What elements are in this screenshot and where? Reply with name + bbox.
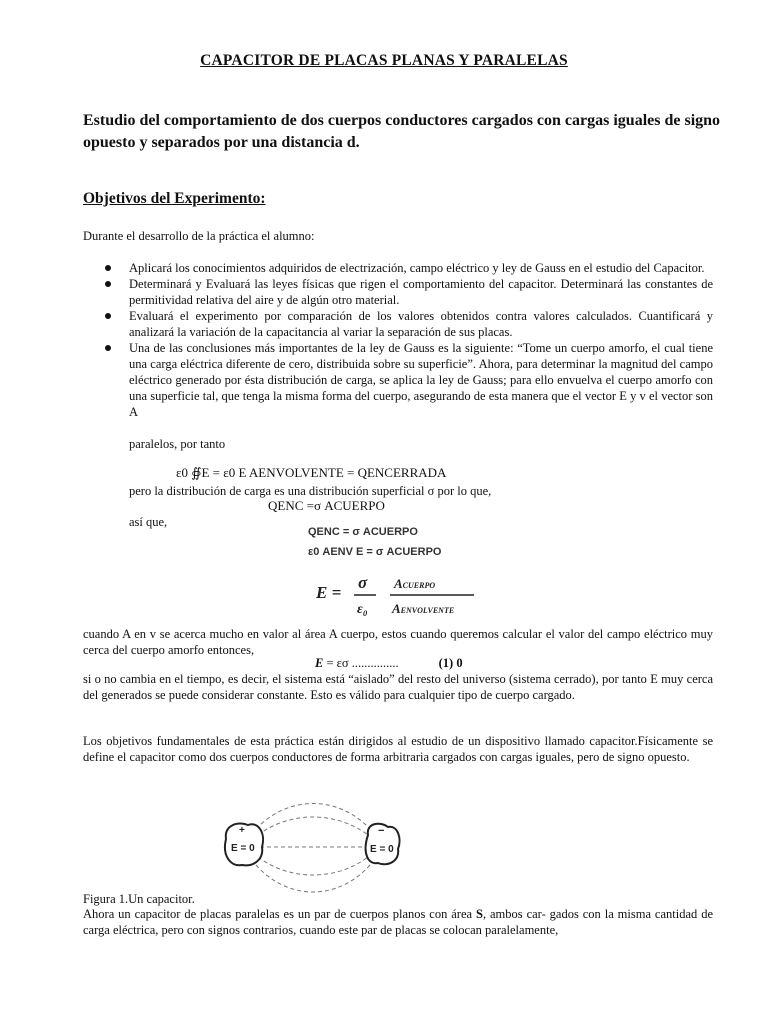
bullet-text: Aplicará los conocimientos adquiridos de electrización, campo eléctrico y ley de Gauss en el estudio del Capacitor. bbox=[129, 261, 705, 275]
closing-pre: Ahora un capacitor de placas paralelas es un par de cuerpos planos con área bbox=[83, 907, 476, 921]
figure-caption: Figura 1.Un capacitor. bbox=[83, 892, 195, 906]
formula-image bbox=[300, 524, 470, 620]
svg-text:σ: σ bbox=[358, 573, 368, 592]
equation-1 bbox=[315, 656, 463, 671]
bullet-icon bbox=[105, 313, 111, 319]
bullet-icon bbox=[105, 345, 111, 351]
closing-post: , ambos car- gados con la misma cantidad de carga eléctrica, pero con signos contrarios, cuando este par de placas se colocan paralelamente, bbox=[83, 907, 713, 937]
intro-text: Durante el desarrollo de la práctica el alumno: bbox=[83, 229, 315, 243]
list-item bbox=[83, 260, 713, 276]
eq1-number: (1) 0 bbox=[438, 656, 463, 670]
bullet-icon bbox=[105, 265, 111, 271]
capacitor-diagram-svg bbox=[218, 797, 404, 893]
gauss-equation: ε0 ∯E = ε0 E AENVOLVENTE = QENCERRADA bbox=[176, 465, 447, 480]
bullet-text: Una de las conclusiones más importantes de la ley de Gauss es la siguiente: “Tome un cuerpo amorfo, el cual tiene una carga eléctrica diferente de cero, distribuida sobre su superficie”. Ahora, para determinar la magnitud del campo eléctrico generado por ésta distribución de carga, se aplica la ley de Gauss; para ello envuelva el cuerpo amorfo con una superficie tal, que tenga la misma forma del cuerpo, asegurando de esta manera que el vector E y v el vector son A bbox=[129, 341, 713, 419]
paragraph-3: Los objetivos fundamentales de esta práctica están dirigidos al estudio de un dispositivo llamado capacitor.Físicamente se define el capacitor como dos cuerpos conductores de forma arbitraria cargados con cargas iguales, pero de signo opuesto. bbox=[83, 734, 713, 764]
left-field-label: E = 0 bbox=[231, 843, 255, 854]
eq1-lhs: E bbox=[315, 656, 324, 670]
list-item bbox=[83, 340, 713, 420]
closing-bold: S bbox=[476, 907, 483, 921]
distribution-line: pero la distribución de carga es una distribución superficial σ por lo que, bbox=[129, 484, 492, 498]
svg-text:ε₀: ε₀ bbox=[357, 602, 368, 617]
bullet-tail: paralelos, por tanto bbox=[129, 437, 226, 451]
eq1-rhs: = εσ ............... bbox=[323, 656, 399, 670]
bullet-text: Evaluará el experimento por comparación de los valores obtenidos contra valores calculados. Cuantificará y analizará la variación de la capacitancia al variar la separación de sus placas. bbox=[129, 309, 713, 339]
svg-text:AENVOLVENTE: AENVOLVENTE bbox=[392, 601, 455, 616]
minus-sign: − bbox=[378, 825, 385, 837]
bullet-text: Determinará y Evaluará las leyes físicas que rigen el comportamiento del capacitor. Determinará las constantes de permitividad relativa del aire y de algún otro material. bbox=[129, 277, 713, 307]
svg-text:ACUERPO: ACUERPO bbox=[394, 576, 436, 591]
objectives-heading: Objetivos del Experimento: bbox=[83, 190, 266, 207]
objectives-list bbox=[83, 260, 713, 420]
formula-row-2: ε0 AENV E = σ ACUERPO bbox=[308, 546, 442, 558]
svg-text:E =: E = bbox=[316, 583, 342, 602]
paragraph-2: si o no cambia en el tiempo, es decir, el sistema está “aislado” del resto del universo (sistema cerrado), por tanto E muy cerca del generados se puede considerar constante. Esto es válido para cualquier tipo de cuerpo cargado. bbox=[83, 672, 713, 702]
document-title: CAPACITOR DE PLACAS PLANAS Y PARALELAS bbox=[200, 52, 568, 69]
paragraph-1: cuando A en v se acerca mucho en valor al área A cuerpo, estos cuando queremos calcular el valor del campo eléctrico muy cerca del cuerpo amorfo entonces, bbox=[83, 627, 713, 657]
capacitor-figure bbox=[218, 797, 404, 893]
bullet-icon bbox=[105, 281, 111, 287]
asi-que-text: así que, bbox=[129, 515, 168, 529]
plus-sign: + bbox=[239, 825, 245, 836]
list-item bbox=[83, 308, 713, 340]
qenc-equation: QENC =σ ACUERPO bbox=[268, 498, 385, 513]
field-fraction-svg bbox=[314, 568, 474, 618]
formula-row-3 bbox=[314, 568, 474, 623]
document-subtitle: Estudio del comportamiento de dos cuerpos conductores cargados con cargas iguales de signo opuesto y separados por una distancia d. bbox=[83, 112, 721, 151]
list-item bbox=[83, 276, 713, 308]
closing-paragraph bbox=[83, 906, 713, 938]
right-field-label: E = 0 bbox=[370, 844, 394, 855]
formula-row-1: QENC = σ ACUERPO bbox=[308, 526, 418, 538]
